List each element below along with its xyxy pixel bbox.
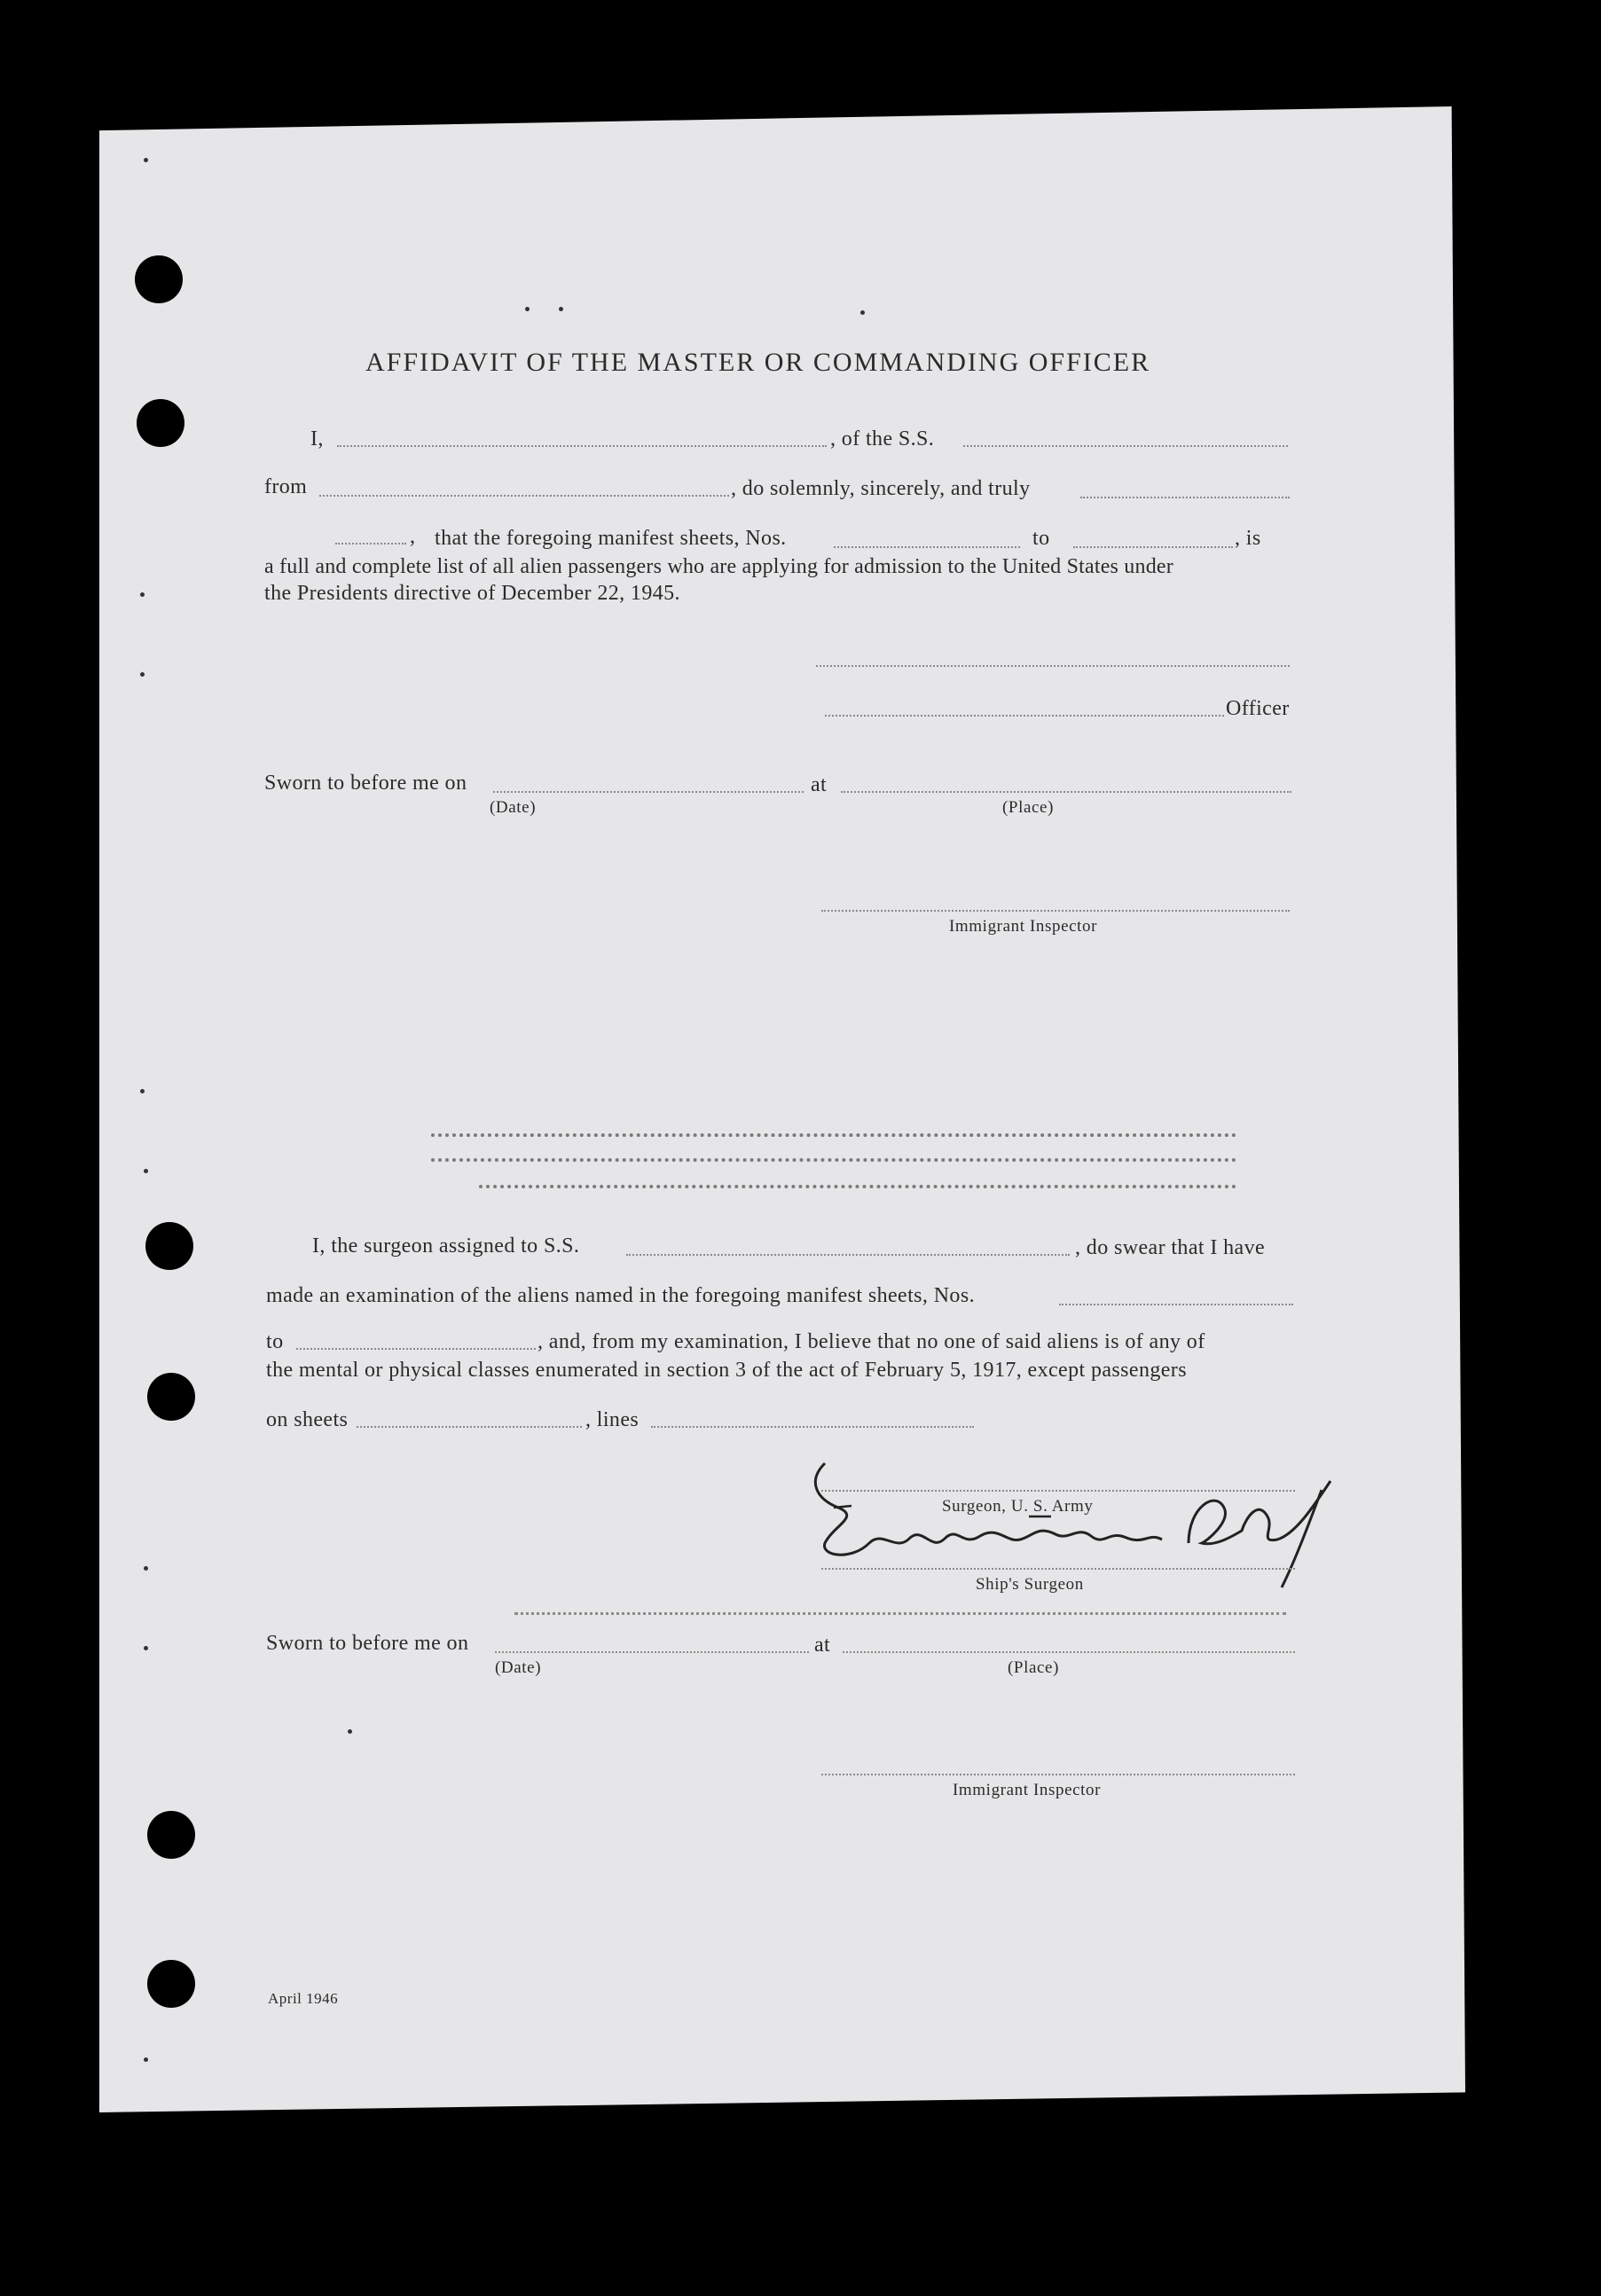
binder-hole bbox=[147, 1373, 195, 1421]
ships-surgeon-signature-line[interactable] bbox=[821, 1568, 1295, 1570]
scan-speck bbox=[140, 592, 145, 597]
scan-speck bbox=[140, 672, 145, 677]
binder-hole bbox=[145, 1222, 193, 1270]
surgeon-sheet-to-field[interactable] bbox=[296, 1348, 536, 1350]
master-manifest-text: that the foregoing manifest sheets, Nos. bbox=[435, 527, 787, 550]
surgeon-ship-field[interactable] bbox=[626, 1254, 1070, 1256]
master-line-4: a full and complete list of all alien passengers who are applying for admission to the United States under bbox=[264, 555, 1173, 578]
master-oath-field[interactable] bbox=[1080, 497, 1290, 498]
master-name-field[interactable] bbox=[337, 445, 827, 447]
binder-hole bbox=[135, 255, 183, 303]
master-sworn-place-field[interactable] bbox=[841, 791, 1291, 793]
master-line-5: the Presidents directive of December 22, 1945. bbox=[264, 582, 680, 605]
ships-surgeon-label: Ship's Surgeon bbox=[976, 1575, 1084, 1594]
surgeon-to-label: to bbox=[266, 1330, 284, 1353]
scan-speck bbox=[559, 307, 563, 311]
army-surgeon-label: Surgeon, U. S. Army bbox=[942, 1497, 1094, 1516]
master-sheet-to-field[interactable] bbox=[1073, 546, 1233, 548]
scan-speck bbox=[144, 158, 148, 162]
master-place-caption: (Place) bbox=[1002, 798, 1054, 817]
scan-speck bbox=[144, 1566, 148, 1571]
surgeon-line-1-label: I, the surgeon assigned to S.S. bbox=[312, 1234, 580, 1258]
master-ship-field[interactable] bbox=[963, 445, 1288, 447]
master-from-field[interactable] bbox=[319, 495, 729, 497]
surgeon-sheets-field[interactable] bbox=[357, 1426, 582, 1428]
surgeon-line-2: made an examination of the aliens named in the foregoing manifest sheets, Nos. bbox=[266, 1284, 975, 1307]
binder-hole bbox=[147, 1811, 195, 1859]
scan-speck bbox=[144, 1169, 148, 1173]
section-separator bbox=[431, 1158, 1236, 1162]
surgeon-place-caption: (Place) bbox=[1008, 1658, 1059, 1677]
master-sworn-date-field[interactable] bbox=[493, 791, 804, 793]
section-separator bbox=[431, 1133, 1236, 1137]
master-oath-continued-field[interactable] bbox=[335, 543, 406, 545]
scan-speck bbox=[144, 2057, 148, 2062]
binder-hole bbox=[147, 1960, 195, 2008]
master-solemnly-text: , do solemnly, sincerely, and truly bbox=[731, 477, 1031, 500]
surgeon-lines-field[interactable] bbox=[651, 1426, 974, 1428]
surgeon-inspector-signature-line[interactable] bbox=[821, 1774, 1295, 1775]
master-date-caption: (Date) bbox=[490, 798, 537, 817]
scan-speck bbox=[348, 1729, 352, 1734]
surgeon-inspector-label: Immigrant Inspector bbox=[953, 1781, 1102, 1799]
master-is-label: , is bbox=[1235, 527, 1261, 550]
form-date: April 1946 bbox=[268, 1990, 339, 2007]
surgeon-sworn-place-field[interactable] bbox=[843, 1651, 1295, 1653]
section-separator bbox=[514, 1612, 1286, 1615]
officer-label: Officer bbox=[1226, 697, 1290, 720]
surgeon-line-3: , and, from my examination, I believe that no one of said aliens is of any of bbox=[538, 1330, 1205, 1353]
master-sworn-label: Sworn to before me on bbox=[264, 772, 467, 795]
document-page bbox=[99, 106, 1465, 2112]
master-ss-label: , of the S.S. bbox=[830, 427, 935, 451]
scan-speck bbox=[860, 310, 865, 315]
surgeon-sheet-from-field[interactable] bbox=[1059, 1304, 1293, 1305]
officer-signature-line[interactable] bbox=[816, 665, 1290, 667]
surgeon-sheets-label: on sheets bbox=[266, 1408, 349, 1431]
section-separator bbox=[479, 1185, 1236, 1188]
surgeon-line-4: the mental or physical classes enumerated in section 3 of the act of February 5, 1917, except passengers bbox=[266, 1359, 1187, 1382]
scan-speck bbox=[525, 307, 530, 311]
surgeon-sworn-label: Sworn to before me on bbox=[266, 1632, 469, 1655]
surgeon-lines-label: , lines bbox=[585, 1408, 640, 1431]
scan-speck bbox=[140, 1089, 145, 1093]
master-sworn-at-label: at bbox=[811, 773, 828, 796]
master-from-label: from bbox=[264, 475, 308, 498]
master-inspector-signature-line[interactable] bbox=[821, 910, 1290, 912]
master-to-label: to bbox=[1032, 527, 1050, 550]
master-sheet-from-field[interactable] bbox=[834, 546, 1020, 548]
surgeon-sworn-at-label: at bbox=[814, 1634, 831, 1657]
page-title: AFFIDAVIT OF THE MASTER OR COMMANDING OFFICER bbox=[365, 348, 1151, 377]
master-inspector-label: Immigrant Inspector bbox=[949, 917, 1098, 936]
officer-title-line[interactable] bbox=[825, 715, 1224, 717]
master-comma: , bbox=[410, 525, 416, 548]
surgeon-date-caption: (Date) bbox=[495, 1658, 542, 1677]
binder-hole bbox=[137, 399, 184, 447]
scan-speck bbox=[144, 1646, 148, 1650]
surgeon-sworn-date-field[interactable] bbox=[495, 1651, 809, 1653]
master-i-label: I, bbox=[310, 427, 324, 451]
surgeon-swear-text: , do swear that I have bbox=[1075, 1236, 1266, 1259]
